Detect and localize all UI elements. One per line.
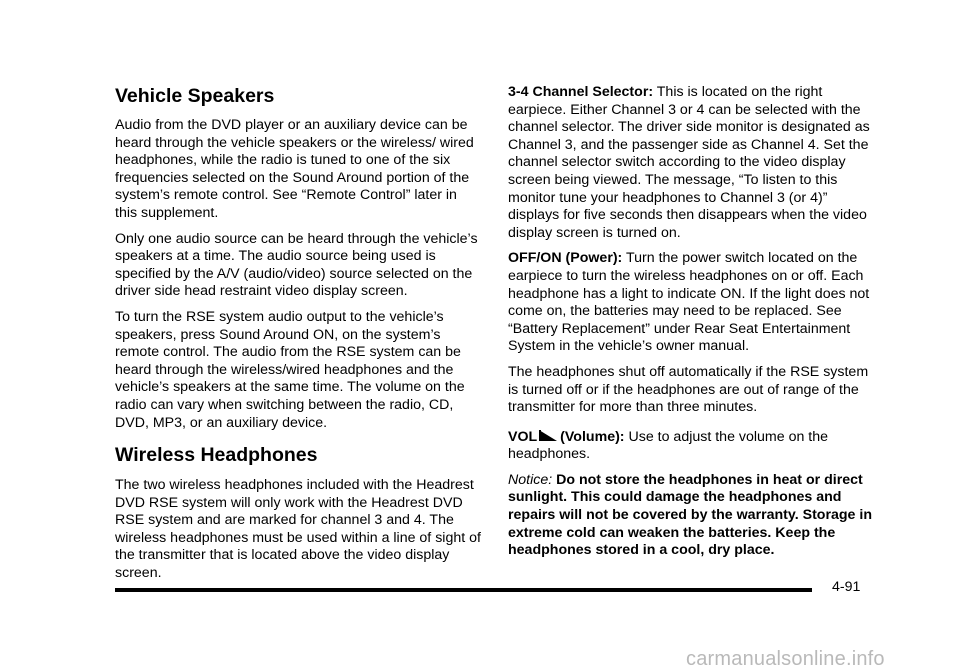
- channel-selector-label: 3-4 Channel Selector:: [508, 84, 654, 100]
- notice-label: Notice:: [508, 471, 553, 488]
- watermark-text: carmanualsonline.info: [686, 648, 885, 670]
- paragraph-volume: [508, 429, 874, 464]
- volume-label-vol: VOL: [508, 428, 538, 445]
- paragraph-one-source: Only one audio source can be heard through the vehicle’s speakers at a time. The audio source being used is specified by the A/V (audio/video) source selected on the driver side head restraint video display screen.: [115, 230, 478, 300]
- volume-label-text: (Volume):: [560, 428, 625, 445]
- paragraph-wireless-headphones: The two wireless headphones included with the Headrest DVD RSE system will only work with the Headrest DVD RSE system and are marked for channel 3 and 4. The wireless headphones must be used within a line of sight of the transmitter that is located above the video display screen.: [115, 477, 481, 582]
- right-column: [508, 84, 874, 568]
- volume-wedge-icon: [538, 429, 558, 442]
- paragraph-auto-shutoff: The headphones shut off automatically if the RSE system is turned off or if the headphones are out of range of the transmitter for more than three minutes.: [508, 363, 869, 416]
- notice-text: Do not store the headphones in heat or direct sunlight. This could damage the headphones and repairs will not be covered by the warranty. Storage in extreme cold can weaken the batteries. Keep the headphones stored in a cool, dry place.: [508, 471, 872, 559]
- power-label: OFF/ON (Power):: [508, 250, 623, 267]
- left-column: [115, 84, 481, 591]
- paragraph-sound-around: To turn the RSE system audio output to the vehicle’s speakers, press Sound Around ON, on the system’s remote control. The audio from the RSE system can be heard through the wireless/wired headphones and the vehicle’s speakers at the same time. The volume on the radio can vary when switching between the radio, CD, DVD, MP3, or an auxiliary device.: [115, 308, 465, 431]
- paragraph-notice: [508, 472, 874, 560]
- heading-wireless-headphones: Wireless Headphones: [115, 444, 318, 467]
- page-number: 4-91: [832, 579, 861, 595]
- power-text: Turn the power switch located on the earpiece to turn the wireless headphones on or off. Each headphone has a light to indicate ON. If the light does not come on, the batteries may need to be replaced. See “Battery Replacement” under Rear Seat Entertainment System in the vehicle’s owner manual.: [508, 250, 870, 355]
- footer-rule: [115, 588, 812, 592]
- heading-vehicle-speakers: Vehicle Speakers: [115, 85, 275, 107]
- channel-selector-text: This is located on the right earpiece. Either Channel 3 or 4 can be selected with the channel selector. The driver side monitor is designated as Channel 3, and the passenger side as Channel 4. Set the channel selector switch according to the video display screen being viewed. The message, “To listen to this monitor tune your headphones to Channel 3 (or 4)” displays for five seconds then disappears when the video display screen is turned on.: [508, 84, 870, 241]
- paragraph-power: [508, 250, 874, 356]
- paragraph-audio-sources: Audio from the DVD player or an auxiliary device can be heard through the vehicle speakers or the wireless/ wired headphones, while the radio is tuned to one of the six frequencies selected on the Sound Around portion of the system’s remote control. See “Remote Control” later in this supplement.: [115, 117, 474, 221]
- volume-text: Use to adjust the volume on the headphones.: [508, 428, 829, 463]
- paragraph-channel-selector: [508, 84, 874, 242]
